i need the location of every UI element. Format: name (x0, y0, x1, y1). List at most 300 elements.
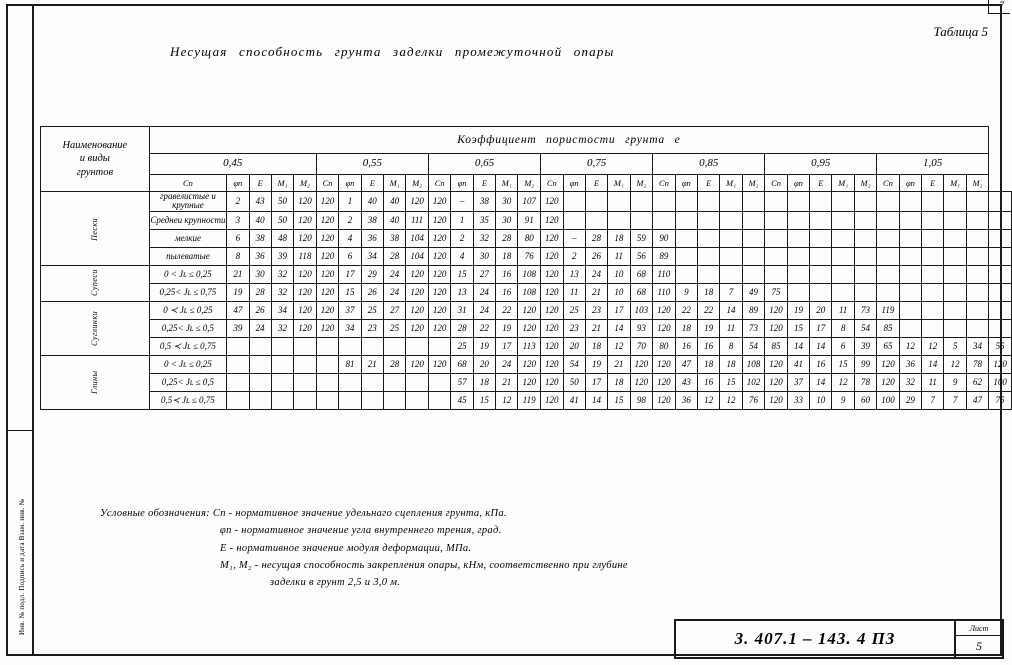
data-cell: 120 (406, 355, 429, 373)
data-cell: 50 (271, 211, 293, 229)
data-cell (227, 355, 249, 373)
data-cell: 120 (294, 283, 317, 301)
data-cell: 35 (473, 211, 495, 229)
data-cell: 17 (496, 337, 518, 355)
data-cell (922, 319, 944, 337)
data-cell: 120 (518, 301, 541, 319)
soil-name-cell: 0,25< Jʟ ≤ 0,75 (149, 283, 227, 301)
data-cell (810, 265, 832, 283)
data-cell: 17 (585, 373, 607, 391)
data-cell: 19 (585, 355, 607, 373)
data-cell: 13 (563, 265, 585, 283)
data-cell: 39 (854, 337, 876, 355)
data-cell: 120 (541, 211, 564, 229)
porosity-group-3: 0,75 (541, 154, 653, 175)
data-cell: 120 (316, 283, 339, 301)
data-cell: 12 (922, 337, 944, 355)
data-cell (877, 247, 900, 265)
data-cell: 91 (518, 211, 541, 229)
legend-line-4: М₁, М₂ - несущая способность закрепления опары, кНм, соответственно при глубине (220, 559, 628, 571)
name-header-line-1: Наименование (62, 140, 128, 152)
data-cell (877, 229, 900, 247)
data-cell: 60 (854, 391, 876, 409)
data-cell (698, 211, 720, 229)
data-cell (406, 373, 429, 391)
soil-name-cell: гравелистые и крупные (149, 192, 227, 212)
param-header-6-3: M₁ (944, 175, 966, 192)
data-cell: 24 (249, 319, 271, 337)
data-cell: 40 (383, 211, 405, 229)
sheet-label: Лист (956, 621, 1002, 636)
data-cell (742, 265, 765, 283)
left-stamp-column (8, 430, 32, 650)
data-cell: 21 (227, 265, 249, 283)
data-cell: 18 (698, 355, 720, 373)
data-cell: 120 (428, 211, 451, 229)
data-cell: 14 (608, 319, 630, 337)
data-cell: 43 (249, 192, 271, 212)
data-cell: 18 (496, 247, 518, 265)
data-cell: 85 (765, 337, 788, 355)
data-cell: 36 (249, 247, 271, 265)
data-cell (294, 355, 317, 373)
data-cell: 32 (271, 283, 293, 301)
data-cell (720, 265, 742, 283)
data-cell: 89 (742, 301, 765, 319)
data-cell (966, 211, 988, 229)
data-cell: 120 (541, 283, 564, 301)
data-cell: 8 (832, 319, 854, 337)
param-header-5-4: M₂ (854, 175, 876, 192)
data-cell (428, 391, 451, 409)
soil-name-cell: 0,25< Jʟ ≤ 0,5 (149, 319, 227, 337)
data-cell: 22 (675, 301, 697, 319)
table-label: Таблица 5 (933, 24, 988, 39)
data-cell: 34 (339, 319, 361, 337)
soil-name-cell: 0 ≺ Jʟ ≤ 0,25 (149, 301, 227, 319)
data-cell: 36 (899, 355, 921, 373)
data-cell: 16 (810, 355, 832, 373)
data-cell (989, 192, 1012, 212)
table-header-row-1 (41, 127, 1012, 154)
porosity-group-0: 0,45 (149, 154, 316, 175)
data-cell (832, 192, 854, 212)
param-header-0-0: Cn (149, 175, 227, 192)
param-header-1-2: E (361, 175, 383, 192)
bearing-capacity-table (40, 126, 1012, 410)
data-cell: 73 (854, 301, 876, 319)
data-cell: 120 (294, 301, 317, 319)
data-cell: 120 (653, 319, 676, 337)
data-cell: 80 (653, 337, 676, 355)
data-cell (854, 247, 876, 265)
data-cell (989, 229, 1012, 247)
data-cell (944, 229, 966, 247)
data-cell (361, 337, 383, 355)
param-header-0-4: M₂ (294, 175, 317, 192)
param-header-5-0: Cn (765, 175, 788, 192)
data-cell (989, 319, 1012, 337)
data-cell: 16 (698, 373, 720, 391)
data-cell: 21 (585, 283, 607, 301)
data-cell: 120 (518, 373, 541, 391)
data-cell: 28 (585, 229, 607, 247)
data-cell: 40 (383, 192, 405, 212)
table-row (41, 247, 1012, 265)
data-cell: 120 (541, 391, 564, 409)
data-cell: 120 (428, 301, 451, 319)
data-cell: – (563, 229, 585, 247)
data-cell (989, 247, 1012, 265)
data-cell: 120 (989, 355, 1012, 373)
data-cell: 5 (944, 337, 966, 355)
data-cell: 120 (541, 301, 564, 319)
data-cell: 39 (271, 247, 293, 265)
data-cell: 27 (383, 301, 405, 319)
data-cell: 25 (361, 301, 383, 319)
soil-name-cell: 0,5≺ Jʟ ≤ 0,75 (149, 391, 227, 409)
data-cell (271, 373, 293, 391)
param-header-2-4: M₂ (518, 175, 541, 192)
data-cell (428, 373, 451, 391)
soil-name-cell: 0 < Jʟ ≤ 0,25 (149, 355, 227, 373)
data-cell (316, 355, 339, 373)
data-cell (787, 229, 809, 247)
data-cell: 120 (428, 283, 451, 301)
table-header-row-2 (41, 154, 1012, 175)
data-cell (854, 229, 876, 247)
data-cell (339, 337, 361, 355)
data-cell (406, 337, 429, 355)
data-cell: 120 (653, 373, 676, 391)
data-cell: 120 (428, 192, 451, 212)
data-cell: 120 (316, 265, 339, 283)
legend-line-3: E - нормативное значение модуля деформации, МПа. (220, 542, 472, 554)
data-cell (294, 373, 317, 391)
data-cell (227, 373, 249, 391)
data-cell: 119 (877, 301, 900, 319)
table-row (41, 265, 1012, 283)
data-cell: 81 (339, 355, 361, 373)
data-cell (630, 192, 653, 212)
table-row (41, 229, 1012, 247)
data-cell (339, 391, 361, 409)
data-cell: 108 (742, 355, 765, 373)
data-cell (361, 391, 383, 409)
porosity-group-2: 0,65 (428, 154, 540, 175)
param-header-1-1: φn (339, 175, 361, 192)
data-cell (675, 229, 697, 247)
data-cell (922, 229, 944, 247)
data-cell: 24 (473, 301, 495, 319)
soil-name-cell: 0,25< Jʟ ≤ 0,5 (149, 373, 227, 391)
data-cell (653, 192, 676, 212)
param-header-6-2: E (922, 175, 944, 192)
sheet-number: 5 (976, 639, 982, 653)
data-cell (227, 391, 249, 409)
data-cell: 54 (563, 355, 585, 373)
data-cell: 14 (922, 355, 944, 373)
data-cell: 110 (653, 283, 676, 301)
data-cell: 47 (675, 355, 697, 373)
legend-line-1: Cn - нормативное значение удельнаго сцепления грунта, кПа. (212, 508, 507, 519)
data-cell: 68 (630, 283, 653, 301)
table-row (41, 391, 1012, 409)
param-header-1-4: M₂ (406, 175, 429, 192)
data-cell: 21 (361, 355, 383, 373)
data-cell (675, 192, 697, 212)
data-cell: 21 (608, 355, 630, 373)
porosity-group-6: 1,05 (877, 154, 989, 175)
left-stamp-text: Инв. № подл. Подпись и дата Взам. инв. № (18, 498, 26, 635)
data-cell: 110 (653, 265, 676, 283)
data-cell: 16 (698, 337, 720, 355)
data-cell: 120 (765, 355, 788, 373)
param-header-3-1: φn (563, 175, 585, 192)
data-cell (720, 211, 742, 229)
data-cell (653, 211, 676, 229)
data-cell: 20 (810, 301, 832, 319)
data-cell: 19 (698, 319, 720, 337)
data-cell (249, 337, 271, 355)
data-cell: 32 (899, 373, 921, 391)
data-cell (630, 211, 653, 229)
data-cell: 120 (406, 301, 429, 319)
data-cell: 12 (698, 391, 720, 409)
data-cell (585, 211, 607, 229)
data-cell: 36 (361, 229, 383, 247)
data-cell (854, 283, 876, 301)
data-cell: 18 (608, 229, 630, 247)
data-cell (922, 283, 944, 301)
data-cell: 120 (541, 265, 564, 283)
data-cell: 103 (630, 301, 653, 319)
data-cell: 41 (787, 355, 809, 373)
data-cell: 9 (675, 283, 697, 301)
data-cell: 15 (720, 373, 742, 391)
table-row (41, 355, 1012, 373)
data-cell: 26 (361, 283, 383, 301)
data-cell: 18 (675, 319, 697, 337)
data-cell: 18 (473, 373, 495, 391)
data-cell: 37 (787, 373, 809, 391)
data-cell (922, 265, 944, 283)
data-cell (585, 192, 607, 212)
data-cell: 113 (518, 337, 541, 355)
data-cell: 4 (339, 229, 361, 247)
data-cell: 65 (877, 337, 900, 355)
data-cell: 29 (899, 391, 921, 409)
data-cell: 29 (361, 265, 383, 283)
data-cell (966, 319, 988, 337)
data-cell: 32 (271, 319, 293, 337)
data-cell: 17 (339, 265, 361, 283)
data-cell: 104 (406, 229, 429, 247)
data-cell: 32 (271, 265, 293, 283)
soil-name-cell: Среднеи крупности (149, 211, 227, 229)
data-cell (316, 391, 339, 409)
data-cell: 11 (720, 319, 742, 337)
data-cell (899, 211, 921, 229)
data-cell (899, 319, 921, 337)
data-cell: 41 (563, 391, 585, 409)
data-cell (832, 229, 854, 247)
data-cell: 100 (877, 391, 900, 409)
data-cell: 120 (316, 211, 339, 229)
data-cell (765, 192, 788, 212)
data-cell: 70 (630, 337, 653, 355)
data-cell: 48 (271, 229, 293, 247)
data-cell (966, 265, 988, 283)
param-header-0-2: E (249, 175, 271, 192)
data-cell (944, 301, 966, 319)
soil-group-label: Супеси (41, 265, 150, 301)
data-cell (944, 247, 966, 265)
param-header-1-3: M₁ (383, 175, 405, 192)
data-cell: 59 (630, 229, 653, 247)
data-cell: 98 (630, 391, 653, 409)
data-cell: 14 (810, 337, 832, 355)
data-cell: 15 (451, 265, 473, 283)
data-cell: 9 (832, 391, 854, 409)
data-cell: 39 (227, 319, 249, 337)
param-header-2-0: Cn (428, 175, 451, 192)
data-cell: 1 (339, 192, 361, 212)
name-header-line-2: и виды (79, 153, 110, 165)
data-cell (944, 211, 966, 229)
table-body (41, 192, 1012, 410)
data-cell (899, 283, 921, 301)
data-cell: 12 (496, 391, 518, 409)
data-cell (787, 283, 809, 301)
data-cell: 19 (473, 337, 495, 355)
data-cell: 120 (765, 301, 788, 319)
data-cell (271, 355, 293, 373)
data-cell (966, 301, 988, 319)
data-cell: 120 (294, 265, 317, 283)
data-cell (989, 301, 1012, 319)
data-cell (832, 283, 854, 301)
data-cell (675, 265, 697, 283)
data-cell: – (451, 192, 473, 212)
data-cell: 120 (406, 319, 429, 337)
data-cell (316, 373, 339, 391)
porosity-group-1: 0,55 (316, 154, 428, 175)
data-cell: 104 (406, 247, 429, 265)
data-cell (966, 247, 988, 265)
data-cell: 3 (227, 211, 249, 229)
soil-name-cell: 0 < Jʟ ≤ 0,25 (149, 265, 227, 283)
data-cell (989, 211, 1012, 229)
data-cell: 102 (742, 373, 765, 391)
data-cell (406, 391, 429, 409)
table-row (41, 192, 1012, 212)
data-cell: 120 (877, 355, 900, 373)
data-cell: 68 (630, 265, 653, 283)
data-cell (742, 192, 765, 212)
param-header-0-1: φn (227, 175, 249, 192)
data-cell: 120 (541, 192, 564, 212)
data-cell (787, 247, 809, 265)
data-cell (877, 283, 900, 301)
data-cell: 26 (585, 247, 607, 265)
data-cell: 32 (473, 229, 495, 247)
data-cell: 14 (720, 301, 742, 319)
soil-group-label: Пески (41, 192, 150, 266)
data-cell: 30 (496, 211, 518, 229)
data-cell: 120 (294, 211, 317, 229)
data-cell (765, 211, 788, 229)
param-header-2-2: E (473, 175, 495, 192)
porosity-group-4: 0,85 (653, 154, 765, 175)
data-cell: 28 (383, 355, 405, 373)
data-cell: 11 (922, 373, 944, 391)
data-cell: 28 (249, 283, 271, 301)
data-cell: 18 (698, 283, 720, 301)
data-cell (383, 337, 405, 355)
data-cell (742, 247, 765, 265)
data-cell: 55 (989, 337, 1012, 355)
data-cell: 75 (989, 391, 1012, 409)
data-cell (698, 229, 720, 247)
data-cell: 78 (854, 373, 876, 391)
data-cell: 7 (720, 283, 742, 301)
data-cell: 120 (316, 319, 339, 337)
data-cell: 24 (496, 355, 518, 373)
data-cell (832, 265, 854, 283)
data-cell: 16 (496, 265, 518, 283)
data-cell (765, 265, 788, 283)
data-cell: 17 (810, 319, 832, 337)
soil-group-label: Глины (41, 355, 150, 409)
data-cell: 12 (608, 337, 630, 355)
data-cell: 120 (428, 265, 451, 283)
data-cell: 1 (451, 211, 473, 229)
data-cell (877, 211, 900, 229)
data-cell: 75 (765, 283, 788, 301)
data-cell: 120 (294, 192, 317, 212)
table-row (41, 211, 1012, 229)
data-cell (832, 247, 854, 265)
param-header-5-1: φn (787, 175, 809, 192)
data-cell: 24 (383, 265, 405, 283)
data-cell: 54 (854, 319, 876, 337)
legend-line-2: φn - нормативное значение угла внутреннего трения, град. (220, 525, 502, 537)
data-cell: 120 (406, 192, 429, 212)
data-cell: 120 (653, 301, 676, 319)
data-cell: 12 (899, 337, 921, 355)
data-cell (944, 319, 966, 337)
param-header-4-2: E (698, 175, 720, 192)
data-cell (698, 192, 720, 212)
data-cell: 120 (541, 373, 564, 391)
param-header-2-3: M₁ (496, 175, 518, 192)
data-cell: 100 (989, 373, 1012, 391)
data-cell: 7 (944, 391, 966, 409)
data-cell: 120 (518, 355, 541, 373)
data-cell: 33 (787, 391, 809, 409)
data-cell: 120 (630, 373, 653, 391)
data-cell: 23 (563, 319, 585, 337)
data-cell: 34 (361, 247, 383, 265)
data-cell (765, 247, 788, 265)
data-cell: 17 (608, 301, 630, 319)
data-cell: 2 (227, 192, 249, 212)
data-cell (899, 229, 921, 247)
data-cell: 10 (608, 283, 630, 301)
param-header-6-4: M₂ (966, 175, 988, 192)
data-cell: 40 (361, 192, 383, 212)
